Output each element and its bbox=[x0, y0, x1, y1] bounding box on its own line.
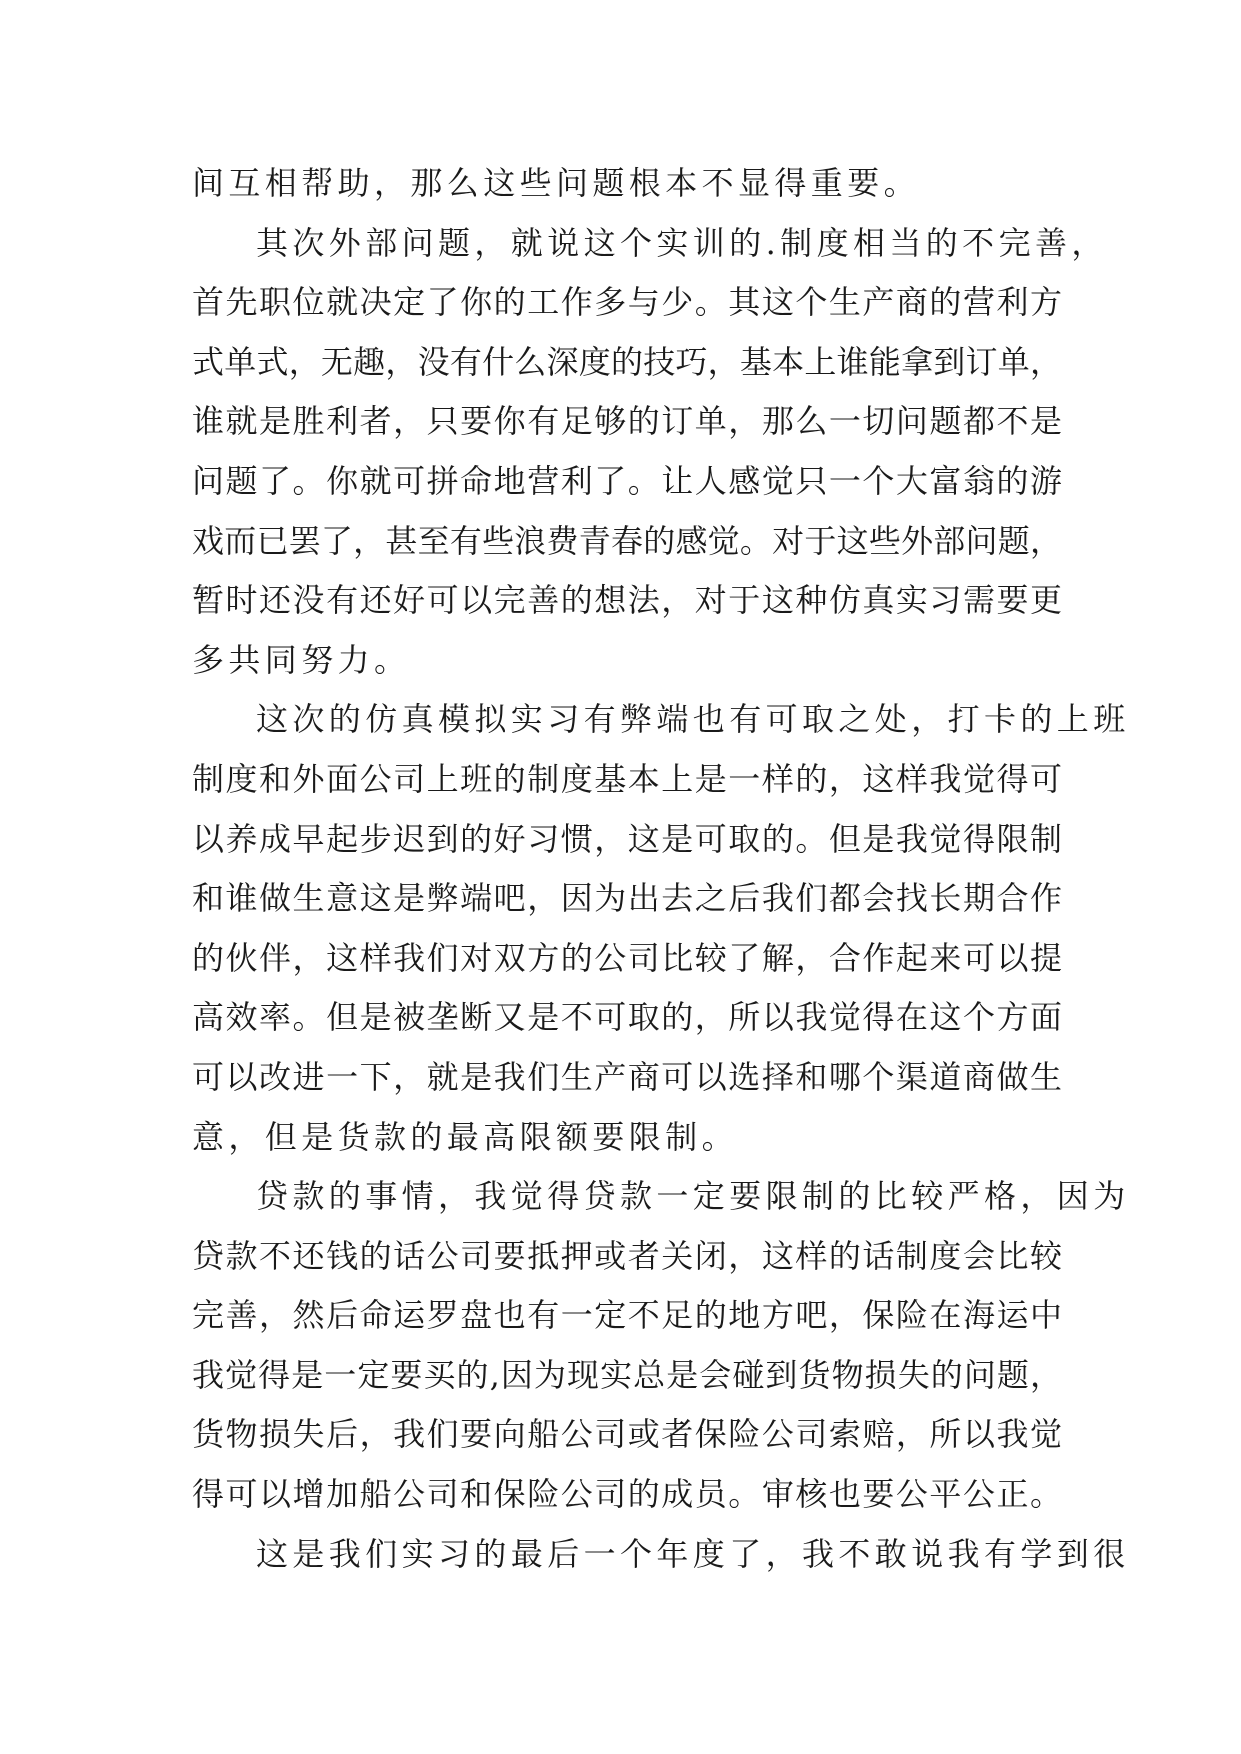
text-line: 间互相帮助，那么这些问题根本不显得重要。 bbox=[192, 164, 921, 202]
text-line: 得可以增加船公司和保险公司的成员。审核也要公平公正。 bbox=[192, 1475, 1062, 1514]
text-line: 我觉得是一定要买的,因为现实总是会碰到货物损失的问题， bbox=[192, 1355, 1062, 1394]
paragraph-first-line: 贷款的事情，我觉得贷款一定要限制的比较严格，因为 bbox=[256, 1177, 1130, 1216]
text-line: 可以改进一下，就是我们生产商可以选择和哪个渠道商做生 bbox=[192, 1057, 1062, 1096]
text-line: 高效率。但是被垄断又是不可取的，所以我觉得在这个方面 bbox=[192, 998, 1062, 1037]
text-line: 问题了。你就可拼命地营利了。让人感觉只一个大富翁的游 bbox=[192, 461, 1062, 500]
text-line: 谁就是胜利者，只要你有足够的订单，那么一切问题都不是 bbox=[192, 402, 1062, 441]
text-line: 制度和外面公司上班的制度基本上是一样的，这样我觉得可 bbox=[192, 759, 1062, 798]
text-line: 和谁做生意这是弊端吧，因为出去之后我们都会找长期合作 bbox=[192, 879, 1062, 918]
body-text bbox=[192, 154, 1130, 1584]
paragraph-first-line: 其次外部问题，就说这个实训的.制度相当的不完善， bbox=[256, 223, 1108, 262]
paragraph-first-line: 这次的仿真模拟实习有弊端也有可取之处，打卡的上班 bbox=[256, 700, 1130, 739]
text-line: 式单式，无趣，没有什么深度的技巧，基本上谁能拿到订单， bbox=[192, 342, 1062, 381]
text-line: 多共同努力。 bbox=[192, 640, 411, 679]
text-line: 的伙伴，这样我们对双方的公司比较了解，合作起来可以提 bbox=[192, 938, 1062, 977]
text-line: 货物损失后，我们要向船公司或者保险公司索赔，所以我觉 bbox=[192, 1415, 1062, 1454]
text-line: 以养成早起步迟到的好习惯，这是可取的。但是我觉得限制 bbox=[192, 819, 1062, 858]
text-line: 首先职位就决定了你的工作多与少。其这个生产商的营利方 bbox=[192, 283, 1062, 322]
text-line: 戏而已罢了，甚至有些浪费青春的感觉。对于这些外部问题， bbox=[192, 521, 1062, 560]
paragraph-first-line: 这是我们实习的最后一个年度了，我不敢说我有学到很 bbox=[256, 1534, 1130, 1573]
text-line: 完善，然后命运罗盘也有一定不足的地方吧，保险在海运中 bbox=[192, 1296, 1062, 1335]
text-line: 贷款不还钱的话公司要抵押或者关闭，这样的话制度会比较 bbox=[192, 1236, 1062, 1275]
text-line: 意，但是货款的最高限额要限制。 bbox=[192, 1117, 739, 1156]
text-line: 暂时还没有还好可以完善的想法，对于这种仿真实习需要更 bbox=[192, 581, 1062, 620]
